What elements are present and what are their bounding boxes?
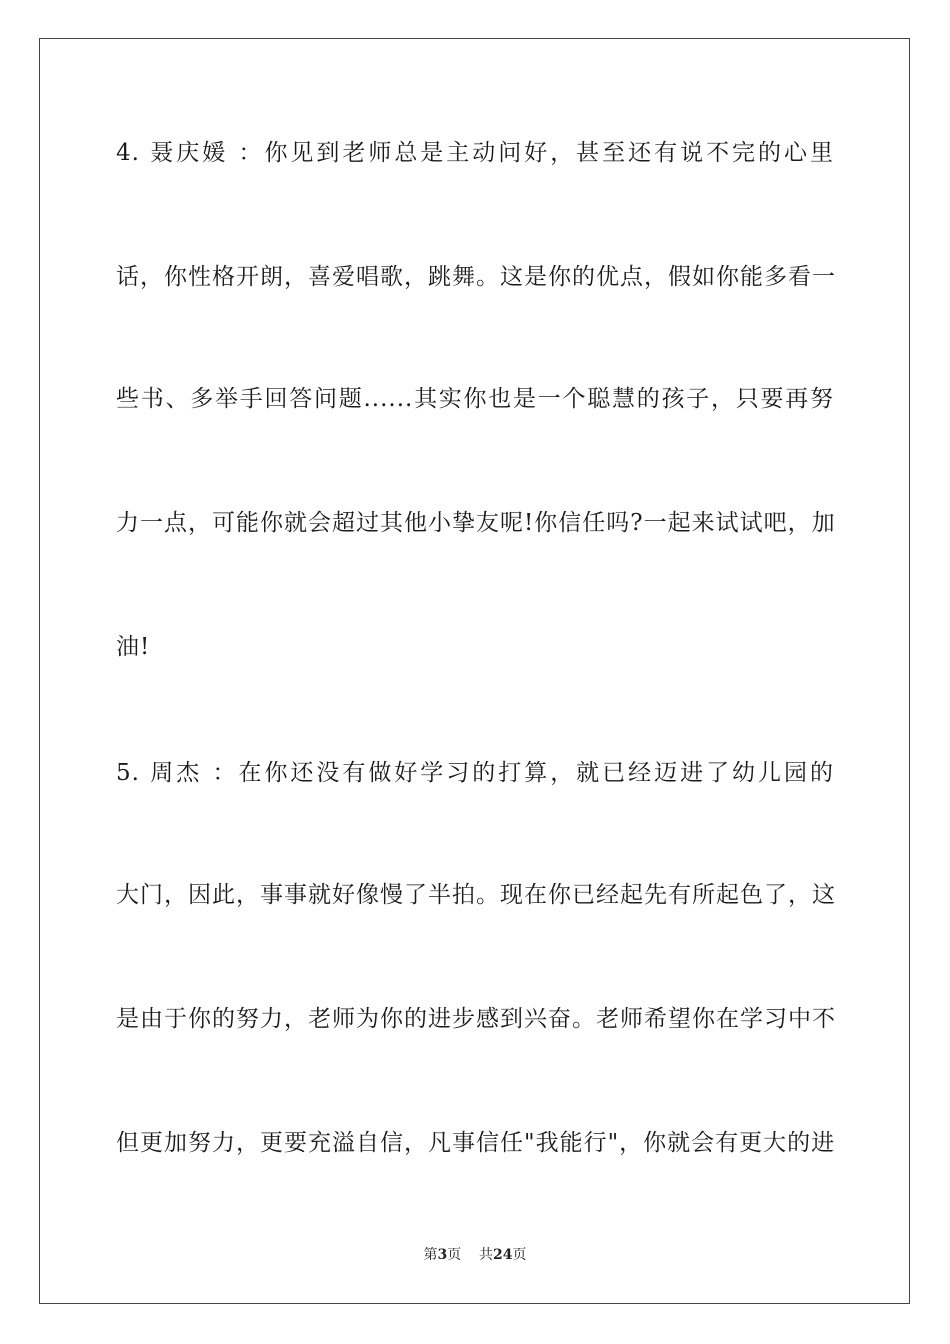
page-border [39,38,910,1304]
text-line: 油! [116,634,151,660]
text-line: 5. 周杰 ：在你还没有做好学习的打算，就已经迈进了幼儿园的 [116,760,834,786]
text-line: 是由于你的努力，老师为你的进步感到兴奋。老师希望你在学习中不 [116,1006,836,1032]
text-line: 4. 聂庆媛 ：你见到老师总是主动问好，甚至还有说不完的心里 [116,140,834,166]
text-line: 话，你性格开朗，喜爱唱歌，跳舞。这是你的优点，假如你能多看一 [116,264,836,290]
page-footer [0,1246,950,1264]
footer-page-prefix: 第 [423,1247,438,1263]
text-line: 但更加努力，更要充溢自信，凡事信任"我能行"，你就会有更大的进 [116,1130,836,1156]
footer-total-suffix: 页 [512,1247,527,1263]
footer-page-number: 3 [437,1247,448,1263]
footer-page-suffix: 页 [447,1247,462,1263]
footer-total-prefix: 共 [479,1247,494,1263]
text-line: 力一点，可能你就会超过其他小挚友呢!你信任吗?一起来试试吧，加 [116,510,836,536]
text-line: 些书、多举手回答问题......其实你也是一个聪慧的孩子，只要再努 [116,386,834,412]
text-line: 大门，因此，事事就好像慢了半拍。现在你已经起先有所起色了，这 [116,882,836,908]
footer-total-pages: 24 [493,1247,513,1263]
